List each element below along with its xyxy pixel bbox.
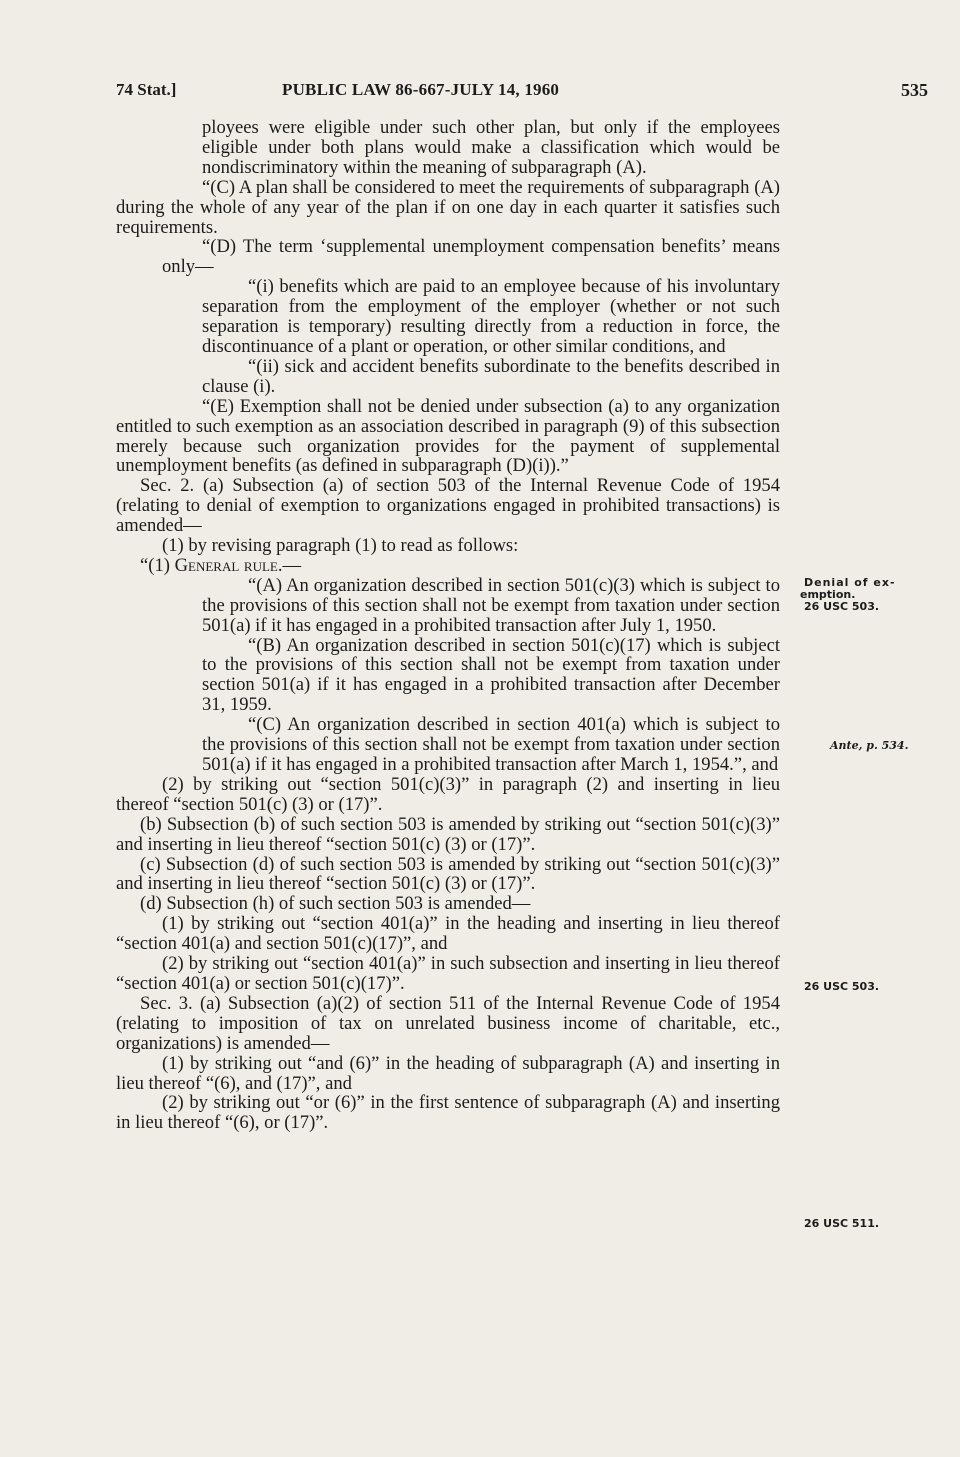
margin-note: 26 USC 503. [804, 980, 880, 993]
paragraph: (c) Subsection (d) of such section 503 is amended by striking out “section 501(c)(3)” and inserting in lieu thereof “section 501(c) (3) or (17)”. [116, 853, 780, 895]
section-paragraph: Sec. 3. (a) Subsection (a)(2) of section 511 of the Internal Revenue Code of 1954 (relating to imposition of tax on unrelated business income of charitable, etc., organizations) is amended— [116, 992, 780, 1054]
paragraph: “(C) An organization described in section 401(a) which is subject to the provisions of this section shall not be exempt from taxation under section 501(a) if it has engaged in a prohibited transaction after March 1, 1954.”, and [202, 714, 780, 775]
paragraph: “(B) An organization described in section 501(c)(17) which is subject to the provisions of this section shall not be exempt from taxation under section 501(a) if it has engaged in a prohibited transaction after December 31, 1959. [202, 634, 780, 716]
paragraph: “(D) The term ‘supplemental unemployment compensation benefits’ means only— [162, 236, 780, 278]
volume-reference: 74 Stat.] [116, 80, 177, 99]
paragraph: (1) by striking out “section 401(a)” in the heading and inserting in lieu thereof “section 401(a) and section 501(c)(17)”, and [116, 913, 780, 955]
document-body [116, 118, 780, 1133]
paragraph: (2) by striking out “or (6)” in the first sentence of subparagraph (A) and inserting in lieu thereof “(6), or (17)”. [116, 1092, 780, 1134]
page-title: PUBLIC LAW 86-667-JULY 14, 1960 [282, 80, 560, 99]
subheading: “(1) General rule.— [140, 554, 302, 576]
section-paragraph: Sec. 2. (a) Subsection (a) of section 503 of the Internal Revenue Code of 1954 (relating to denial of exemption to organizations engaged in prohibited transactions) is amended— [116, 475, 780, 537]
paragraph: (2) by striking out “section 401(a)” in such subsection and inserting in lieu thereof “section 401(a) or section 501(c)(17)”. [116, 953, 780, 994]
paragraph: (2) by striking out “section 501(c)(3)” in paragraph (2) and inserting in lieu thereof “section 501(c) (3) or (17)”. [116, 773, 780, 815]
paragraph: ployees were eligible under such other plan, but only if the employees eligible under both plans would make a classification which would be nondiscriminatory within the meaning of subparagraph (A). [202, 117, 780, 178]
paragraph: “(C) A plan shall be considered to meet the requirements of subparagraph (A) during the whole of any year of the plan if on one day in each quarter it satisfies such requirements. [116, 176, 780, 238]
page-number: 535 [901, 80, 928, 100]
margin-note: 26 USC 503. [804, 600, 880, 613]
margin-note: Ante, p. 534. [830, 739, 909, 752]
paragraph: (1) by striking out “and (6)” in the heading of subparagraph (A) and inserting in lieu thereof “(6), and (17)”, and [116, 1052, 780, 1094]
paragraph: “(E) Exemption shall not be denied under subsection (a) to any organization entitled to such exemption as an association described in paragraph (9) of this subsection merely because such organization provides for the payment of supplemental unemployment benefits (as defined in subparagraph (D)(i)).” [116, 395, 780, 477]
paragraph: “(i) benefits which are paid to an employee because of his involuntary separation from the employment of the employer (whether or not such separation is temporary) resulting directly from a reduction in force, the discontinuance of a plant or operation, or other similar conditions, and [202, 276, 780, 357]
paragraph: (b) Subsection (b) of such section 503 is amended by striking out “section 501(c)(3)” and inserting in lieu thereof “section 501(c) (3) or (17)”. [116, 813, 780, 855]
margin-note: Denial of ex- [804, 576, 896, 589]
paragraph: (1) by revising paragraph (1) to read as follows: [162, 535, 519, 557]
paragraph: “(A) An organization described in section 501(c)(3) which is subject to the provisions of this section shall not be exempt from taxation under section 501(a) if it has engaged in a prohibited transaction after July 1, 1950. [202, 574, 780, 636]
page-header [116, 80, 928, 104]
paragraph: “(ii) sick and accident benefits subordinate to the benefits described in clause (i). [202, 355, 780, 397]
margin-note: 26 USC 511. [804, 1217, 880, 1230]
margin-note: emption. [800, 588, 856, 601]
paragraph: (d) Subsection (h) of such section 503 is amended— [140, 893, 531, 915]
